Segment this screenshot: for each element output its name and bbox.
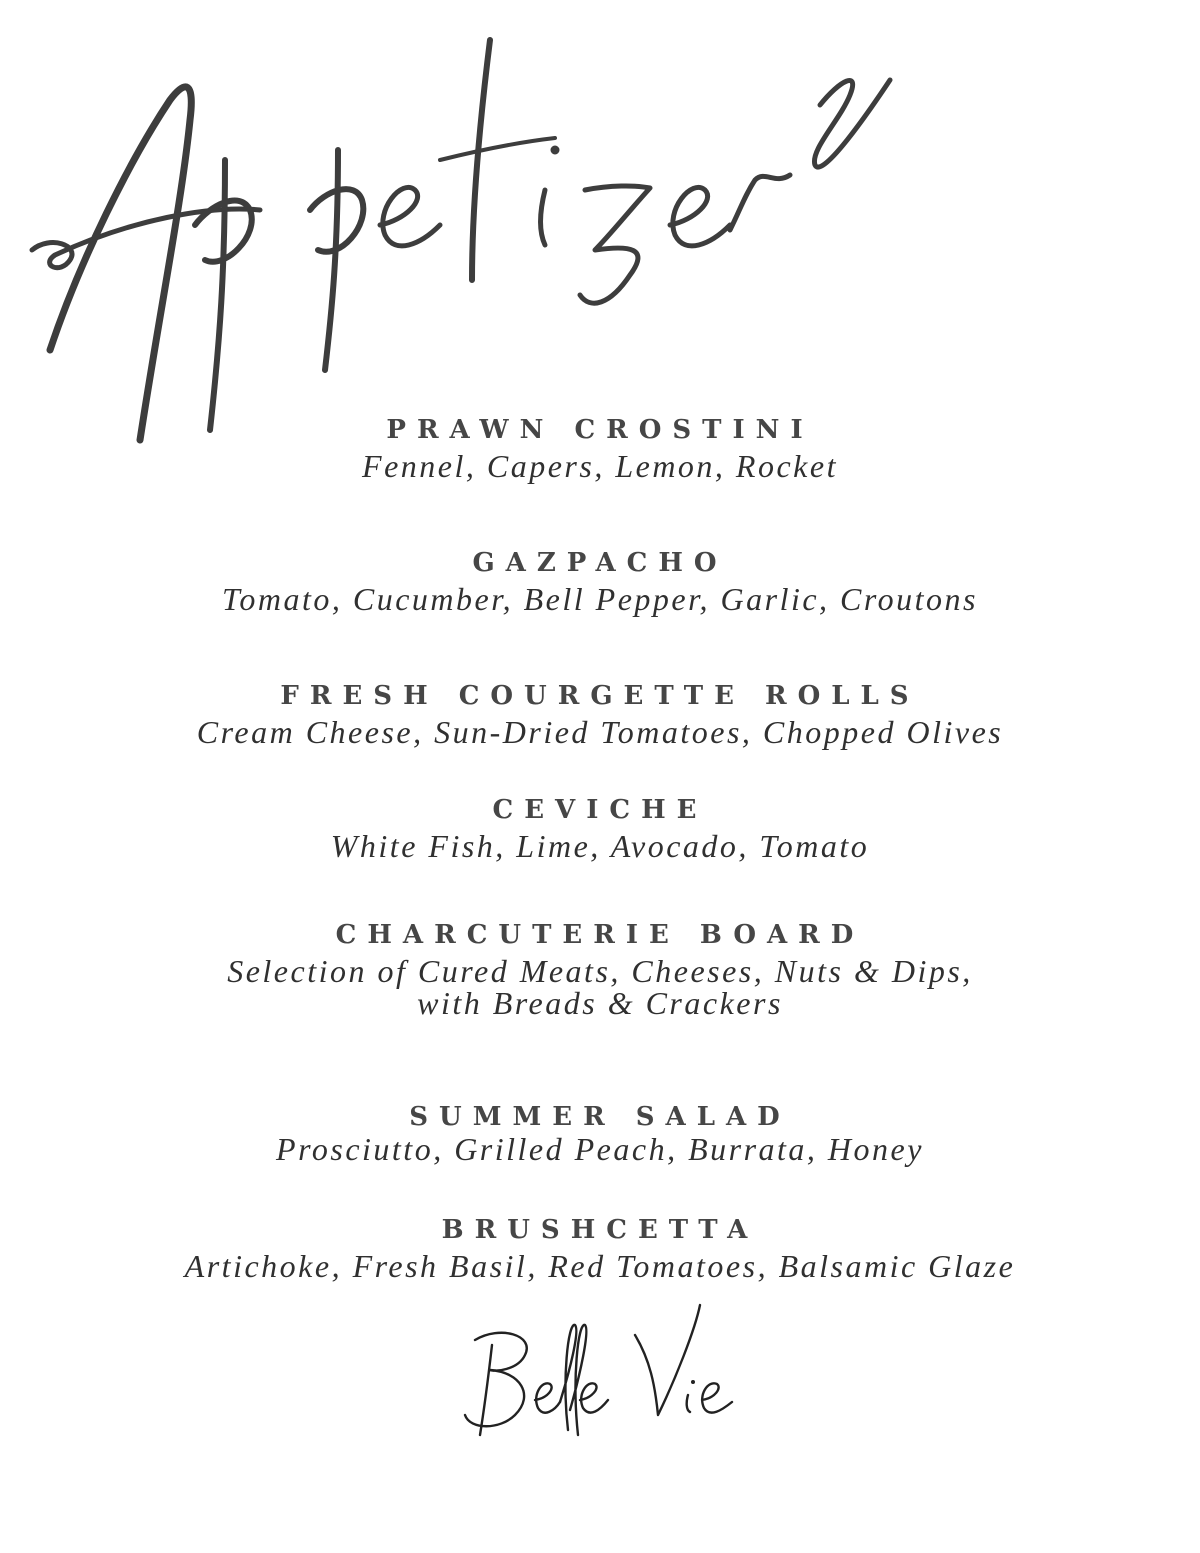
menu-item — [80, 681, 1120, 751]
menu-item — [80, 795, 1120, 865]
menu-item-description: Artichoke, Fresh Basil, Red Tomatoes, Balsamic Glaze — [184, 1248, 1016, 1285]
menu-item-name: CEVICHE — [492, 795, 708, 825]
menu-item-description: Tomato, Cucumber, Bell Pepper, Garlic, Croutons — [221, 581, 978, 618]
signature-lettering — [440, 1300, 760, 1460]
menu-item-name: SUMMER SALAD — [409, 1102, 791, 1132]
menu-item-description: Fennel, Capers, Lemon, Rocket — [362, 448, 838, 485]
menu-item — [80, 548, 1120, 618]
menu-item-name: CHARCUTERIE BOARD — [335, 920, 865, 950]
menu-item-name: GAZPACHO — [472, 548, 728, 578]
menu-item — [80, 1102, 1120, 1168]
menu-item — [80, 415, 1120, 485]
menu-item — [80, 920, 1120, 1022]
menu-item-name: PRAWN CROSTINI — [386, 415, 814, 445]
menu-item-name: FRESH COURGETTE ROLLS — [280, 681, 920, 711]
signature — [440, 1300, 760, 1460]
menu-item-description: Cream Cheese, Sun-Dried Tomatoes, Chopped Olives — [196, 714, 1004, 751]
menu-item-name: BRUSHCETTA — [441, 1215, 759, 1245]
menu-item-description: White Fish, Lime, Avocado, Tomato — [330, 828, 870, 865]
menu-item-description: Prosciutto, Grilled Peach, Burrata, Honey — [276, 1131, 924, 1168]
menu-item — [80, 1215, 1120, 1285]
menu-item-description: Selection of Cured Meats, Cheeses, Nuts & Dips, with Breads & Crackers — [227, 953, 973, 1022]
